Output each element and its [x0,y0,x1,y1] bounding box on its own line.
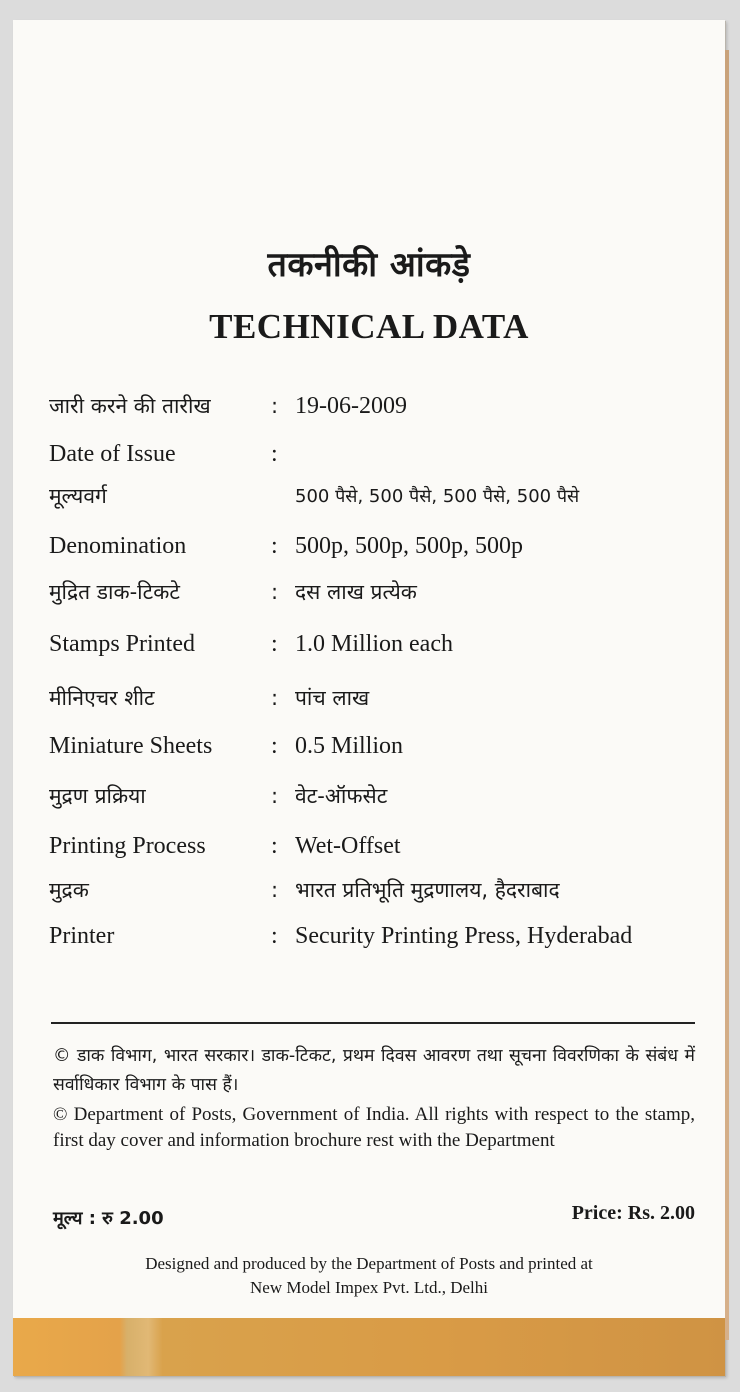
row-printer-en [49,918,705,954]
row-denomination-hi [49,478,705,514]
row-label: Printing Process [49,832,206,859]
row-value: 0.5 Million [295,732,404,759]
row-label: Miniature Sheets [49,732,213,759]
credit-line-1: Designed and produced by the Department of Posts and printed at [145,1254,593,1273]
row-label: मुद्रण प्रक्रिया [49,784,146,808]
price-hindi: मूल्य : रु 2.00 [53,1208,164,1229]
production-credit [13,1252,725,1300]
row-label: Stamps Printed [49,630,196,657]
row-value: 500 पैसे, 500 पैसे, 500 पैसे, 500 पैसे [295,486,580,507]
bottom-color-band [13,1318,725,1376]
row-label: Date of Issue [49,440,176,467]
row-value: 1.0 Million each [295,630,453,657]
page-edge [725,50,729,1340]
row-stamps-printed-en [49,626,705,662]
row-sep: : [271,832,278,859]
row-printer-hi [49,872,705,908]
row-label: जारी करने की तारीख [49,394,211,418]
row-sep: : [271,686,279,710]
divider-line [51,1022,695,1024]
row-label: मीनिएचर शीट [49,686,155,710]
row-denomination-en [49,528,705,564]
copyright-hindi: © डाक विभाग, भारत सरकार। डाक-टिकट, प्रथम दिवस आवरण तथा सूचना विवरणिका के संबंध में सर्वाधिकार विभाग के पास हैं। [53,1046,695,1095]
row-process-hi [49,778,705,814]
row-value: Security Printing Press, Hyderabad [295,922,633,949]
row-stamps-printed-hi [49,574,705,610]
row-issue-date-en [49,436,705,472]
row-value: 19-06-2009 [295,392,407,419]
row-label: मुद्रक [49,878,89,902]
row-value: Wet-Offset [295,832,401,859]
row-label: Denomination [49,532,187,559]
row-process-en [49,828,705,864]
row-sep: : [271,580,279,604]
row-value: 500p, 500p, 500p, 500p [295,532,523,559]
row-value: दस लाख प्रत्येक [295,580,417,604]
row-label: मूल्यवर्ग [49,484,107,508]
row-label: Printer [49,922,115,949]
brochure-page [13,20,725,1376]
row-sep: : [271,784,279,808]
copyright-english: © Department of Posts, Government of India. All rights with respect to the stamp, first day cover and information brochure rest with the Department [53,1104,695,1151]
row-miniature-en [49,728,705,764]
row-label: मुद्रित डाक-टिकटे [49,580,180,604]
row-value: भारत प्रतिभूति मुद्रणालय, हैदराबाद [295,878,560,902]
price-english: Price: Rs. 2.00 [571,1202,695,1224]
row-value: पांच लाख [295,686,370,710]
heading-english: TECHNICAL DATA [209,307,529,346]
row-sep: : [271,922,278,949]
row-sep: : [271,440,278,467]
row-value: वेट-ऑफसेट [295,784,388,808]
row-sep: : [271,732,278,759]
credit-line-2: New Model Impex Pvt. Ltd., Delhi [250,1278,488,1297]
heading-hindi: तकनीकी आंकड़े [267,245,471,285]
row-sep: : [271,394,279,418]
row-miniature-hi [49,680,705,716]
row-sep: : [271,878,279,902]
row-sep: : [271,532,278,559]
row-sep: : [271,630,278,657]
row-issue-date-hi [49,388,705,424]
